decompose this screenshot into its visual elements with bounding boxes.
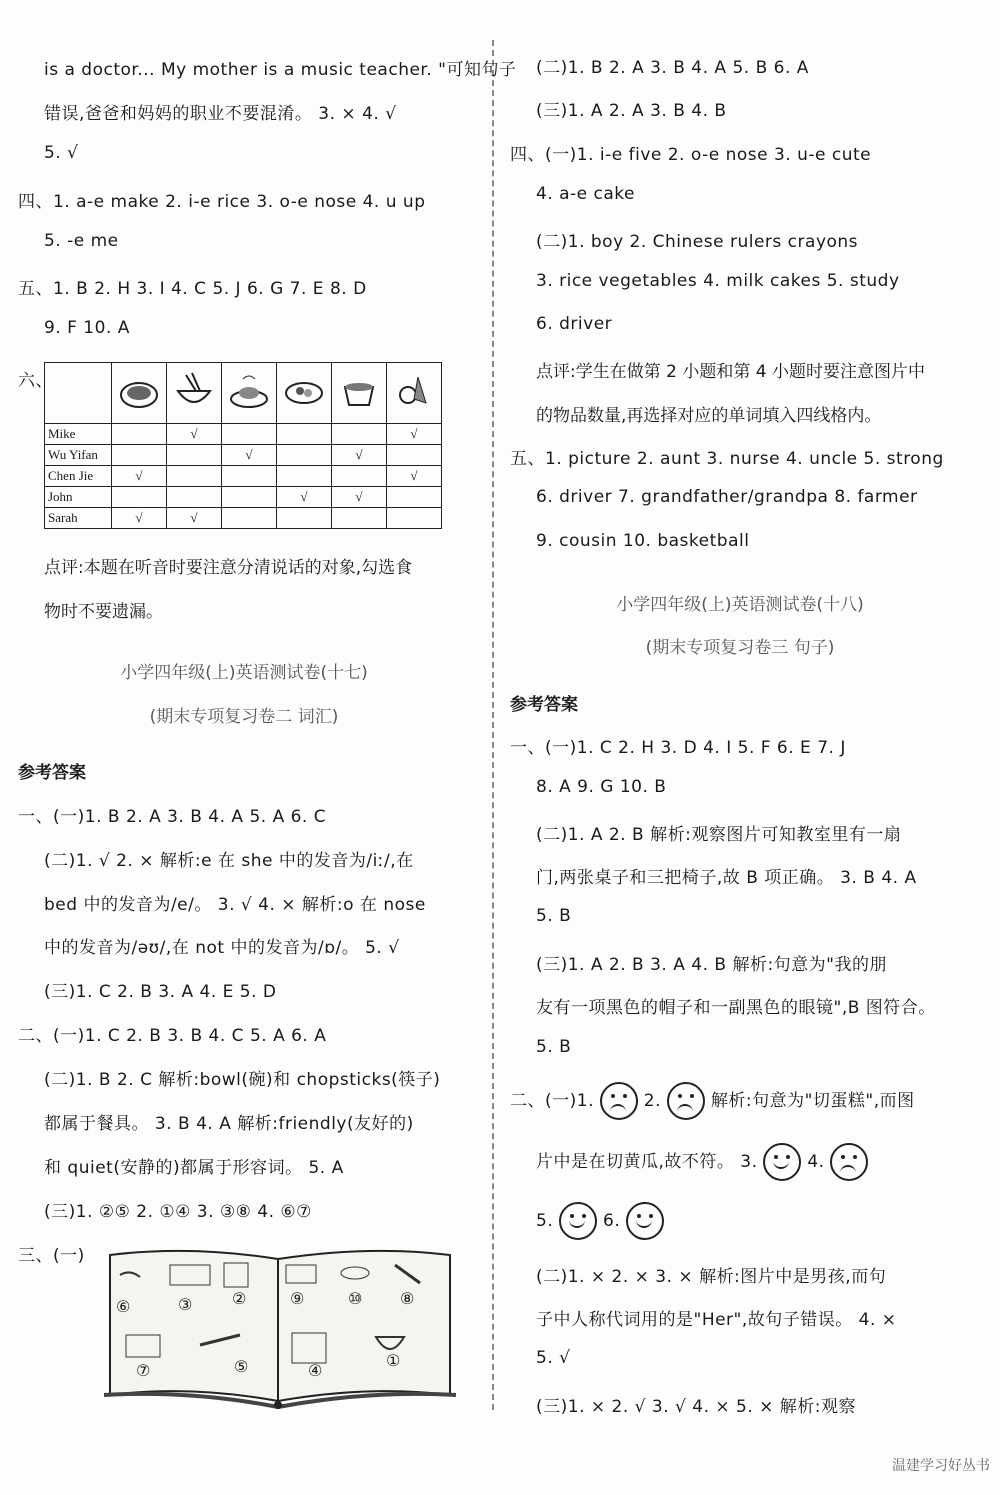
student-name: Sarah — [45, 508, 112, 529]
table-cell: √ — [112, 508, 167, 529]
answer-text: 6. — [603, 1211, 621, 1231]
answer-line: 9. cousin 10. basketball — [536, 531, 750, 551]
table-row — [45, 466, 442, 487]
answer-line: 都属于餐具。 3. B 4. A 解析:friendly(友好的) — [44, 1114, 414, 1134]
picture-number: ⑤ — [234, 1357, 249, 1376]
table-cell — [167, 487, 222, 508]
answer-line: (三)1. C 2. B 3. A 4. E 5. D — [44, 982, 277, 1002]
answer-line — [536, 1202, 664, 1240]
answer-heading: 参考答案 — [510, 695, 578, 715]
answer-text: 4. — [807, 1152, 825, 1172]
table-cell — [332, 466, 387, 487]
answer-line: 五、1. picture 2. aunt 3. nurse 4. uncle 5. strong — [510, 449, 944, 469]
book-illustration — [100, 1245, 460, 1410]
table-cell — [387, 508, 442, 529]
answer-line: 6. driver 7. grandfather/grandpa 8. farmer — [536, 487, 918, 507]
answer-text: 5. — [536, 1211, 554, 1231]
answer-line: 6. driver — [536, 314, 613, 334]
picture-number: ⑩ — [348, 1289, 363, 1308]
answer-line: bed 中的发音为/e/。 3. √ 4. × 解析:o 在 nose — [44, 895, 426, 915]
answer-line: (二)1. A 2. B 解析:观察图片可知教室里有一扇 — [536, 825, 902, 845]
happy-face-icon — [559, 1202, 597, 1240]
answer-line: (三)1. A 2. A 3. B 4. B — [536, 101, 727, 121]
sad-face-icon — [600, 1082, 638, 1120]
table-cell — [277, 445, 332, 466]
food-image-vegetables — [387, 363, 442, 424]
student-name: Chen Jie — [45, 466, 112, 487]
table-cell — [387, 487, 442, 508]
answer-line: 一、(一)1. C 2. H 3. D 4. I 5. F 6. E 7. J — [510, 738, 846, 758]
answer-line: (二)1. × 2. × 3. × 解析:图片中是男孩,而句 — [536, 1267, 887, 1287]
picture-number: ⑦ — [136, 1361, 151, 1380]
table-cell — [277, 508, 332, 529]
table-row — [45, 508, 442, 529]
happy-face-icon — [763, 1143, 801, 1181]
picture-number: ④ — [308, 1361, 323, 1380]
table-cell — [332, 508, 387, 529]
answer-line: 中的发音为/əʊ/,在 not 中的发音为/ɒ/。 5. √ — [44, 938, 400, 958]
answer-line: 8. A 9. G 10. B — [536, 777, 667, 797]
happy-face-icon — [626, 1202, 664, 1240]
student-name: Wu Yifan — [45, 445, 112, 466]
comment-line: 的物品数量,再选择对应的单词填入四线格内。 — [536, 406, 882, 426]
answer-line: (三)1. A 2. B 3. A 4. B 解析:句意为"我的朋 — [536, 955, 888, 975]
answer-line: is a doctor... My mother is a music teacher. "可知句子 — [44, 60, 517, 80]
answer-heading: 参考答案 — [18, 763, 86, 783]
answer-line: (三)1. ②⑤ 2. ①④ 3. ③⑧ 4. ⑥⑦ — [44, 1202, 312, 1222]
table-header-blank — [45, 363, 112, 424]
footer-series-name: 温建学习好丛书 — [892, 1458, 990, 1474]
table-cell — [167, 466, 222, 487]
test-subtitle: (期末专项复习卷三 句子) — [645, 638, 835, 658]
table-cell: √ — [332, 445, 387, 466]
table-cell — [387, 445, 442, 466]
picture-number: ⑥ — [116, 1297, 131, 1316]
sad-face-icon — [667, 1082, 705, 1120]
answer-line: 4. a-e cake — [536, 184, 635, 204]
column-divider — [492, 40, 494, 1410]
answer-line: 5. B — [536, 1037, 572, 1057]
answer-text: 2. — [643, 1091, 662, 1111]
answer-line: 和 quiet(安静的)都属于形容词。 5. A — [44, 1158, 344, 1178]
table-cell — [222, 508, 277, 529]
answer-text: 二、(一)1. — [510, 1091, 594, 1111]
answer-line: (二)1. B 2. A 3. B 4. A 5. B 6. A — [536, 58, 809, 78]
answer-line: 一、(一)1. B 2. A 3. B 4. A 5. A 6. C — [18, 807, 327, 827]
table-row — [45, 487, 442, 508]
table-cell: √ — [222, 445, 277, 466]
answer-text: 解析:句意为"切蛋糕",而图 — [710, 1091, 915, 1111]
table-cell — [112, 487, 167, 508]
table-cell — [112, 424, 167, 445]
table-cell — [167, 445, 222, 466]
picture-number: ① — [386, 1351, 401, 1370]
table-row — [45, 445, 442, 466]
section-label: 三、(一) — [18, 1246, 85, 1266]
answer-line: 四、(一)1. i-e five 2. o-e nose 3. u-e cute — [510, 145, 872, 165]
picture-number: ② — [232, 1289, 247, 1308]
answer-line — [510, 1082, 915, 1120]
picture-number: ③ — [178, 1295, 193, 1314]
food-image-rice-dish — [277, 363, 332, 424]
table-cell — [222, 466, 277, 487]
answer-line: 错误,爸爸和妈妈的职业不要混淆。 3. × 4. √ — [44, 104, 397, 124]
answer-line: 5. √ — [536, 1348, 571, 1368]
answer-line: 五、1. B 2. H 3. I 4. C 5. J 6. G 7. E 8. D — [18, 279, 367, 299]
picture-number: ⑨ — [290, 1289, 305, 1308]
answer-line: (三)1. × 2. √ 3. √ 4. × 5. × 解析:观察 — [536, 1397, 857, 1417]
table-cell — [112, 445, 167, 466]
table-cell — [222, 424, 277, 445]
food-image-soup — [332, 363, 387, 424]
table-cell — [277, 466, 332, 487]
table-cell: √ — [167, 508, 222, 529]
answer-line: 5. -e me — [44, 231, 119, 251]
answer-line — [536, 1143, 868, 1181]
section-label: 六、 — [18, 371, 53, 391]
answer-line: 二、(一)1. C 2. B 3. B 4. C 5. A 6. A — [18, 1026, 327, 1046]
table-cell — [277, 424, 332, 445]
table-cell: √ — [112, 466, 167, 487]
table-row — [45, 424, 442, 445]
answer-line: 门,两张桌子和三把椅子,故 B 项正确。 3. B 4. A — [536, 868, 917, 888]
comment-line: 点评:本题在听音时要注意分清说话的对象,勾选食 — [44, 558, 413, 578]
answer-text: 片中是在切黄瓜,故不符。 3. — [536, 1152, 758, 1172]
food-image-noodles — [167, 363, 222, 424]
answer-line: 友有一项黑色的帽子和一副黑色的眼镜",B 图符合。 — [536, 998, 936, 1018]
table-cell: √ — [387, 466, 442, 487]
test-title: 小学四年级(上)英语测试卷(十八) — [616, 595, 864, 615]
comment-line: 点评:学生在做第 2 小题和第 4 小题时要注意图片中 — [536, 362, 925, 382]
answer-line: 3. rice vegetables 4. milk cakes 5. study — [536, 271, 900, 291]
sad-face-icon — [830, 1143, 868, 1181]
test-subtitle: (期末专项复习卷二 词汇) — [149, 707, 339, 727]
answer-line: 子中人称代词用的是"Her",故句子错误。 4. × — [536, 1310, 897, 1330]
answer-line: 5. B — [536, 906, 572, 926]
table-cell: √ — [332, 487, 387, 508]
answer-line: 9. F 10. A — [44, 318, 130, 338]
test-title: 小学四年级(上)英语测试卷(十七) — [120, 663, 368, 683]
table-cell: √ — [387, 424, 442, 445]
table-cell — [222, 487, 277, 508]
answer-line: 5. √ — [44, 143, 79, 163]
comment-line: 物时不要遗漏。 — [44, 602, 163, 622]
answer-line: (二)1. √ 2. × 解析:e 在 she 中的发音为/iː/,在 — [44, 851, 414, 871]
answer-line: (二)1. B 2. C 解析:bowl(碗)和 chopsticks(筷子) — [44, 1070, 441, 1090]
table-cell: √ — [167, 424, 222, 445]
food-table — [44, 362, 442, 529]
picture-number: ⑧ — [400, 1289, 415, 1308]
student-name: John — [45, 487, 112, 508]
open-book-icon — [100, 1245, 460, 1410]
answer-line: 四、1. a-e make 2. i-e rice 3. o-e nose 4. u up — [18, 192, 426, 212]
answer-line: (二)1. boy 2. Chinese rulers crayons — [536, 232, 859, 252]
food-image-steak — [112, 363, 167, 424]
student-name: Mike — [45, 424, 112, 445]
table-cell — [332, 424, 387, 445]
table-cell: √ — [277, 487, 332, 508]
food-image-fish — [222, 363, 277, 424]
